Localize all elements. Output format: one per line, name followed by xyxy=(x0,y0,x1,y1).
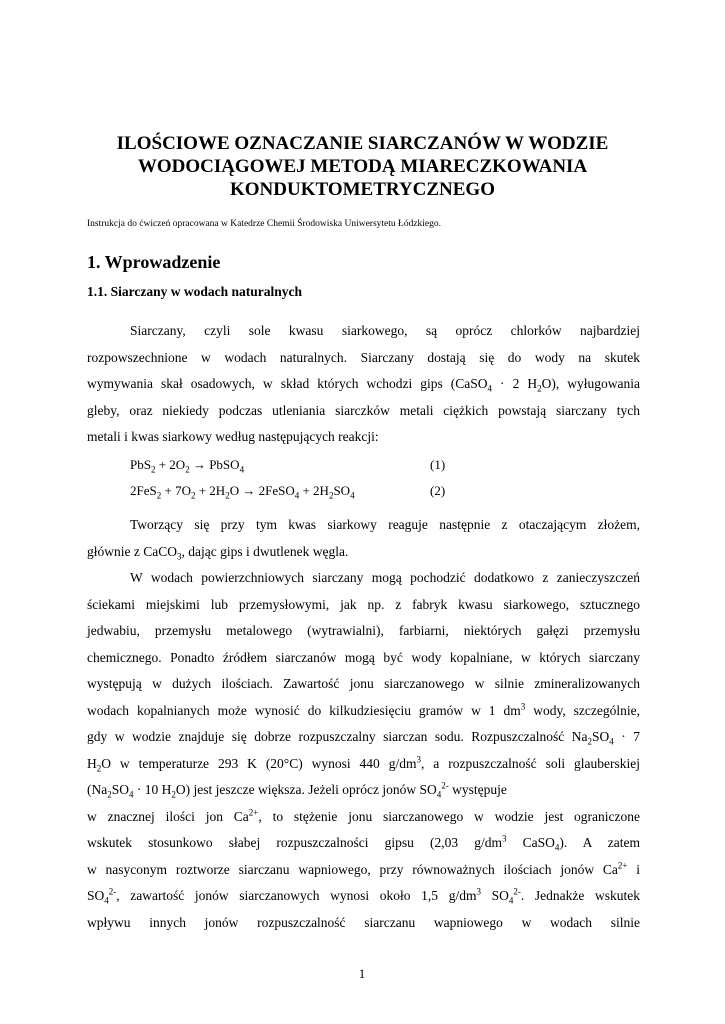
text-line: rozpowszechnione w wodach naturalnych. Siarczany dostają się do wody na skutek xyxy=(87,349,640,365)
title-line: ILOŚCIOWE OZNACZANIE SIARCZANÓW W WODZIE xyxy=(116,133,609,154)
text-line: ($Na_2SO_4 \cdot 10$ $H_2O$) jest jeszcze większa. Jeżeli oprócz jonów $SO_4^{2-}$ występuje xyxy=(87,780,507,800)
title-line: KONDUKTOMETRYCZNEGO xyxy=(229,179,495,200)
paragraph-1 xyxy=(87,318,640,451)
paragraph-3 xyxy=(87,565,640,936)
text-line: wodach kopalnianych może wynosić do kilkudziesięciu gramów w 1 $dm^3$ wody, szczególnie, xyxy=(87,701,640,718)
text-line: $H_2O$ w temperaturze 293 K (20°C) wynosi 440 $g/dm^3$, a rozpuszczalność soli glauberskiej xyxy=(87,754,640,774)
text-line: gdy w wodzie znajduje się dobrze rozpuszczalny siarczan sodu. Rozpuszczalność $Na_2SO_4 \cdot 7$ xyxy=(87,729,641,747)
document-title xyxy=(60,132,665,201)
text-line: $SO_4^{2-}$, zawartość jonów siarczanowych wynosi około 1,5 $g/dm^3$ $SO_4^{2-}$. Jednakże wskutek xyxy=(87,886,641,906)
equation-number: (1) xyxy=(430,457,446,472)
text-line: występują w dużych ilościach. Zawartość jonu siarczanowego w silnie zmineralizowanych xyxy=(87,676,640,691)
text-line: gleby, oraz niekiedy podczas utleniania siarczków metali ciężkich powstają siarczany tych xyxy=(87,402,640,418)
text-line: w nasyconym roztworze siarczanu wapniowego, przy równoważnych ilościach jonów $Ca^{2+}$ i xyxy=(87,860,640,877)
subsection-heading: 1.1. Siarczany w wodach naturalnych xyxy=(87,284,303,299)
text-line: Tworzący się przy tym kwas siarkowy reaguje następnie z otaczającym złożem, xyxy=(130,517,640,532)
text-line: chemicznego. Ponadto źródłem siarczanów mogą być wody kopalniane, w których siarczany xyxy=(87,649,640,665)
equation-number: (2) xyxy=(430,483,446,498)
text-line: wymywania skał osadowych, w skład których wchodzi gips (CaSO$_4$ · 2 $H_2O$), wyługowania xyxy=(87,376,640,394)
text-line: wpływu innych jonów rozpuszczalność siarczanu wapniowego w wodach silnie xyxy=(87,914,640,930)
paragraph-2 xyxy=(87,512,640,565)
equation-2: $2FeS_2 + 7O_2 + 2H_2O$ → 2FeSO$_4$ + $2H_2SO_4$ xyxy=(130,483,355,501)
text-line: głównie z CaCO$_3$, dając gips i dwutlenek węgla. xyxy=(87,543,349,562)
text-line: wskutek stosunkowo słabej rozpuszczalności gipsu (2,03 $g/dm^3$ CaSO$_4$). A zatem xyxy=(87,833,640,853)
text-line: ściekami miejskimi lub przemysłowymi, jak np. z fabryk kwasu siarkowego, sztucznego xyxy=(87,596,640,612)
instruction-note: Instrukcja do ćwiczeń opracowana w Katedrze Chemii Środowiska Uniwersytetu Łódzkiego. xyxy=(87,219,442,229)
text-line: jedwabiu, przemysłu metalowego (wytrawialni), farbiarni, niektórych gałęzi przemysłu xyxy=(87,623,640,638)
section-heading: 1. Wprowadzenie xyxy=(87,252,221,272)
page-number: 1 xyxy=(358,966,366,981)
equation-1: $PbS_2 + 2O_2$ → PbSO$_4$ xyxy=(130,457,245,475)
text-line: w znacznej ilości jon $Ca^{2+}$, to stężenie jonu siarczanowego w wodzie jest ograniczone xyxy=(87,807,640,824)
text-line: W wodach powierzchniowych siarczany mogą pochodzić dodatkowo z zanieczyszczeń xyxy=(130,570,640,585)
text-line: Siarczany, czyli sole kwasu siarkowego, są oprócz chlorków najbardziej xyxy=(130,323,640,338)
text-line: metali i kwas siarkowy według następujących reakcji: xyxy=(87,429,379,444)
title-line: WODOCIĄGOWEJ METODĄ MIARECZKOWANIA xyxy=(137,156,588,177)
